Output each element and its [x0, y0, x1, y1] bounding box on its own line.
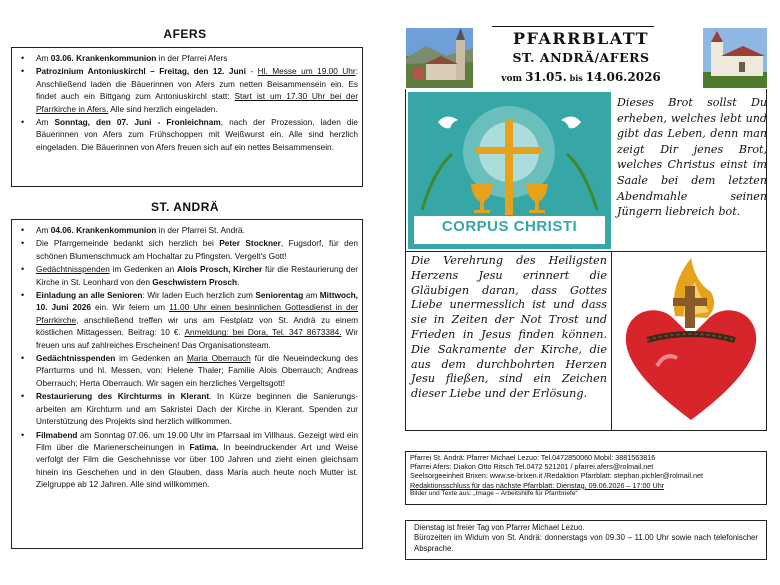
text-run: Anmeldung: bei Dora, Tel. 347 8673384. — [184, 327, 342, 338]
text-run: für die Neueindeckung des Pfarrturms und hl. Messen, von: Helene Thaler; Familie Alois Oberrauch; Andreas Oberrauch; Herta Oberrauch. Wir sagen ein herzliches Vergeltsgott! — [36, 353, 358, 388]
text-run: In beeindruckender Art und Weise verfolgt der Film die Geschehnisse vor über 100 Jahren und zieht einen gleichsam hinein ins Geschehen und in den Glauben, dass Maria auch heute noch Mutter ist. Zielgruppe ab 12 Jahren. Alle sind willkommen. — [36, 441, 358, 490]
text-run: Gedächtnisspenden — [36, 264, 110, 275]
text-run: am Sonntag 07.06. um 19.00 Uhr im Pfarrsaal im Villhaus. Gezeigt wird ein Film über die Marienerscheinungen in — [36, 429, 358, 452]
standrae-title: ST. ANDRÄ — [150, 200, 220, 214]
bread-quote: Dieses Brot sollst Du erheben, welches lebt und gibt das Leben, denn man zeigt Dir jenes Brot, welches Christus einst im Saale bei dem letzten Abendmahle seinen Jüngern liebreich bot. — [617, 96, 767, 219]
standrae-item — [36, 289, 362, 351]
standrae-item — [36, 237, 362, 262]
contact-sources: Bilder und Texte aus: „Image – Arbeitshilfe für Pfarrbriefe“ — [410, 489, 578, 497]
text-run: : Anschließend laden die Bäuerinnen von Afers zum netten Beisammensein ein. Es findet auch ein Bittgang zum Antoniuskirchl statt: — [36, 66, 358, 102]
text-run: Hl. Messe um 19.00 Uhr — [257, 66, 356, 77]
text-run: , anschließend treffen wir uns am Festplatz von St. Andrä zu einem köstlichen Mittagessen. Beitrag: 10 €. — [36, 314, 358, 338]
standrae-box — [11, 219, 363, 549]
text-run: : Wir laden Euch herzlich zum — [142, 290, 256, 301]
header-title: PFARRBLATT — [512, 29, 649, 48]
text-run: im Gedenken an — [115, 353, 187, 364]
text-run: in der Pfarrei St. Andrä. — [156, 225, 245, 235]
corpus-christi-label: CORPUS CHRISTI — [441, 218, 578, 235]
contact-deadline: Redaktionsschluss für das nächste Pfarrblatt: Dienstag, 09.06.2026 – 17:00 Uhr — [410, 480, 665, 490]
text-run: Filmabend — [36, 429, 78, 440]
standrae-item — [36, 390, 362, 427]
text-run: . — [237, 276, 240, 287]
text-run: Geschwistern Prosch — [152, 276, 238, 287]
text-run: Restaurierung des Kirchturms in Klerant — [36, 391, 210, 402]
afers-item — [36, 65, 362, 115]
text-run: Wir freuen uns auf zahlreiches Erscheinen! Das Organisationsteam. — [36, 327, 358, 350]
contact-website: Seelsorgeeinheit Brixen: www.se-brixen.it /Redaktion Pfarrblatt: stephan.pichler@rolmail.net — [410, 471, 703, 481]
church-photo-right — [703, 28, 767, 88]
standrae-item — [36, 429, 362, 491]
text-run: Patrozinium Antoniuskirchl – Freitag, den 12. Juni — [36, 66, 246, 77]
contacts-box — [405, 451, 767, 505]
text-run: Mittwoch, 10. Juni 2026 — [36, 290, 358, 313]
afers-list — [12, 48, 362, 153]
text-run: Einladung an alle Senioren — [36, 290, 143, 301]
header-date: vom 31.05. bis 14.06.2026 — [501, 70, 661, 84]
text-run: Am — [36, 225, 51, 235]
text-run: . In Kürze beginnen die Sanierungs-arbeiten am Kirchturm und am Sakristei Dach der Kirche in Klerant. Spenden zur Unterstützung des Projekts sind herzlich willkommen. — [36, 391, 358, 427]
standrae-item — [36, 224, 362, 236]
text-run: im Gedenken an — [109, 264, 177, 275]
text-run: Fatima. — [189, 441, 219, 452]
text-run: Seniorentag — [255, 290, 304, 301]
standrae-item — [36, 263, 362, 288]
text-run: ein. Wir feiern um — [91, 302, 170, 313]
standrae-list — [12, 220, 362, 491]
text-run: Alle sind herzlich eingeladen. — [108, 103, 218, 114]
afers-box — [11, 47, 363, 187]
text-run: Peter Stockner — [219, 238, 281, 249]
text-run: Am — [36, 117, 55, 128]
text-run: Die Pfarrgemeinde bedankt sich herzlich bei — [36, 238, 220, 249]
header-subtitle: ST. ANDRÄ/AFERS — [512, 50, 650, 65]
standrae-item — [36, 352, 362, 389]
office-free-day: Dienstag ist freier Tag von Pfarrer Michael Lezuo. — [414, 523, 585, 532]
text-run: Start ist um 17.30 Uhr bei der Pfarrkirche in Afers. — [36, 91, 358, 114]
text-run: Sonntag, den 07. Juni - Fronleichnam — [54, 117, 221, 128]
text-run: Gedächtnisspenden — [36, 353, 116, 364]
afers-item — [36, 116, 362, 153]
text-run: - — [245, 66, 258, 77]
sacred-heart-quote: Die Verehrung des Heiligsten Herzens Jesu erinnert die Gläubigen daran, dass Gottes Liebe unermesslich ist und dass sie in Zeiten der Not Trost und Frieden in Jesus finden können. Die Sakramente der Kirche, die aus dem durchbohrten Herzen Jesu fließen, sind ein Zeichen dieser Liebe und der Erlösung. — [411, 254, 607, 401]
office-hours: Bürozeiten im Widum von St. Andrä: donnerstags von 09.30 – 11.00 Uhr sowie nach telefonischer Absprache. — [414, 533, 758, 553]
church-photo-left — [406, 28, 473, 88]
afers-title: AFERS — [163, 27, 207, 41]
afers-item — [36, 52, 362, 64]
text-run: , Fugsdorf, für den schönen Blumenschmuck am Hochaltar zu Pfingsten. Vergelt's Gott! — [36, 238, 358, 261]
contact-afers: Pfarrei Afers: Diakon Otto Ritsch Tel.0472 521201 / pfarrei.afers@rolmail.net — [410, 462, 654, 472]
header-top-rule — [492, 26, 654, 27]
text-run: Am — [36, 53, 51, 63]
office-box — [405, 520, 767, 560]
text-run: 11.00 Uhr einen besinnlichen Gottesdienst in der Pfarrkirche — [36, 302, 358, 325]
text-run: 04.06. Krankenkommunion — [50, 225, 157, 235]
text-run: für die Restaurierung der Kirche in St. Leonhard von den — [36, 264, 358, 287]
text-run: Maria Oberrauch — [187, 353, 251, 364]
text-run: , nach der Prozession, laden die Bäuerinnen von Afers zum Frühschoppen mit Weißwurst ein. Alle sind herzlich eingeladen. Die Bäuerinnen von Afers freuen sich auf ein nettes Beisammensein. — [36, 117, 358, 152]
text-run: Alois Prosch, Kircher — [177, 264, 263, 275]
text-run: am — [303, 290, 320, 301]
contact-standrae: Pfarrei St. Andrä: Pfarrer Michael Lezuo: Tel.0472850060 Mobil: 3881563816 — [410, 453, 656, 462]
text-run: in der Pfarrei Afers — [156, 53, 228, 63]
text-run: 03.06. Krankenkommunion — [50, 53, 157, 63]
sacred-heart-image — [617, 256, 765, 428]
